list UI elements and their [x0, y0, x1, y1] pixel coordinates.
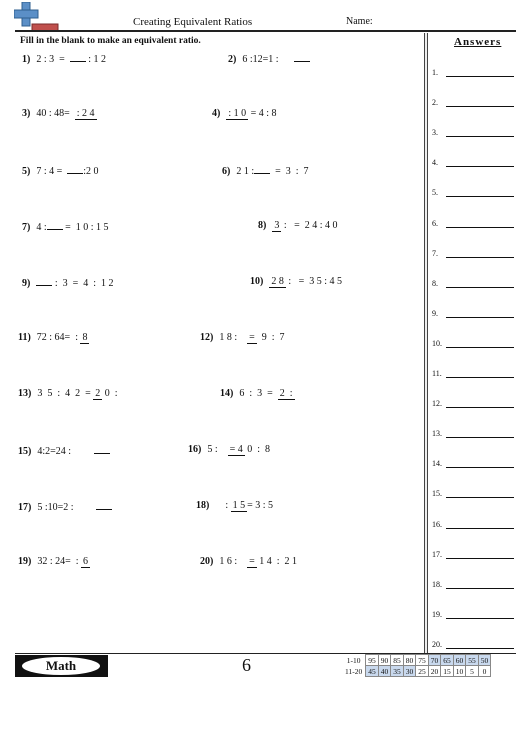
problem-1 [22, 52, 106, 65]
answer-number: 3. [432, 128, 438, 138]
problem-2 [228, 52, 310, 65]
answer-blank[interactable]: = [249, 556, 255, 567]
problem-text: : = 2 4 : 4 0 [281, 220, 338, 231]
problem-text: 32 : 24= : [37, 556, 82, 567]
problem-14 [220, 388, 295, 400]
answer-number: 19. [432, 609, 442, 619]
score-cell: 60 [453, 655, 466, 666]
answer-blank[interactable] [446, 287, 514, 288]
problem-text: : = 3 5 : 4 5 [285, 276, 343, 287]
problem-17 [18, 500, 112, 513]
problem-text: 1 4 : 2 1 [256, 556, 298, 567]
problem-text: = 3 : 5 [247, 500, 274, 511]
problem-number: 7) [22, 222, 31, 233]
answer-blank[interactable] [446, 558, 514, 559]
problem-number: 13) [18, 388, 32, 399]
score-cell: 35 [391, 666, 404, 677]
answer-blank[interactable]: 8 [82, 332, 88, 343]
answer-number: 9. [432, 308, 438, 318]
answer-blank[interactable]: = 4 [229, 444, 243, 455]
problem-number: 11) [18, 332, 31, 343]
score-cell: 45 [366, 666, 379, 677]
problem-text: 6 : 3 = [239, 388, 278, 399]
problem-5 [22, 164, 99, 177]
problem-text: : 1 2 [85, 54, 107, 65]
answer-blank[interactable]: 6 [83, 556, 89, 567]
problem-11 [18, 332, 89, 344]
answer-number: 11. [432, 369, 442, 378]
answer-row [432, 429, 516, 438]
score-cell: 5 [466, 666, 479, 677]
answer-row [432, 520, 516, 529]
answer-blank[interactable] [446, 437, 514, 438]
answer-blank[interactable] [446, 377, 514, 378]
answer-blank[interactable]: : 2 4 [76, 108, 95, 119]
problem-text: 5 :10=2 : [37, 502, 97, 513]
score-cell: 30 [403, 666, 416, 677]
answer-number: 10. [432, 338, 442, 348]
problem-16 [188, 444, 270, 456]
answer-row [432, 309, 516, 318]
problem-number: 5) [22, 166, 31, 177]
answer-row [432, 369, 516, 378]
problem-text: :2 0 [83, 166, 99, 177]
problem-number: 10) [250, 276, 264, 287]
score-cell: 95 [366, 655, 379, 666]
score-cell: 0 [478, 666, 491, 677]
answers-heading: Answers [454, 36, 502, 48]
score-range-label: 11-20 [345, 666, 363, 676]
score-cell: 20 [428, 666, 441, 677]
answer-blank[interactable] [446, 106, 514, 107]
problem-text: = 4 : 8 [248, 108, 277, 119]
problem-text: 1 6 : [219, 556, 248, 567]
answer-blank[interactable]: 2 [95, 388, 101, 399]
answer-blank[interactable] [446, 76, 514, 77]
answer-row [432, 640, 516, 649]
problem-number: 18) [196, 500, 210, 511]
problem-3 [22, 108, 97, 120]
problem-4 [212, 108, 277, 120]
answer-number: 15. [432, 489, 442, 499]
problem-10 [250, 276, 342, 288]
score-cell: 75 [416, 655, 429, 666]
problem-number: 9) [22, 278, 31, 289]
score-cell: 50 [478, 655, 491, 666]
answer-row [432, 158, 516, 167]
score-table [343, 654, 491, 677]
answer-number: 17. [432, 549, 442, 559]
answer-number: 2. [432, 98, 438, 108]
answer-number: 6. [432, 218, 438, 228]
answer-row [432, 399, 516, 408]
answer-row [432, 249, 516, 258]
score-cell: 80 [403, 655, 416, 666]
answer-blank[interactable] [446, 467, 514, 468]
answer-blank[interactable] [70, 52, 86, 62]
score-row [343, 655, 491, 666]
answer-blank[interactable] [446, 317, 514, 318]
answer-row [432, 219, 516, 228]
score-cell: 90 [378, 655, 391, 666]
problem-text: 3 5 : 4 2 = [37, 388, 94, 399]
problem-number: 17) [18, 502, 32, 513]
problem-13 [18, 388, 118, 400]
problem-text: 4 : [36, 222, 47, 233]
answer-number: 8. [432, 278, 438, 288]
problem-number: 16) [188, 444, 202, 455]
answer-blank[interactable]: : 1 0 [228, 108, 247, 119]
problem-text: = 3 : 7 [270, 166, 309, 177]
score-cell: 55 [466, 655, 479, 666]
answer-number: 18. [432, 579, 442, 589]
problem-number: 15) [18, 446, 32, 457]
problem-text: 72 : 64= : [36, 332, 81, 343]
answer-blank[interactable]: = [249, 332, 255, 343]
answer-number: 5. [432, 188, 438, 198]
answer-row [432, 610, 516, 619]
problem-text: 9 : 7 [256, 332, 285, 343]
answer-blank[interactable] [446, 227, 514, 228]
answer-number: 1. [432, 68, 438, 77]
answer-row [432, 580, 516, 589]
problem-number: 1) [22, 54, 31, 65]
answer-blank[interactable]: 2 8 [271, 276, 284, 287]
problem-6 [222, 164, 309, 177]
answer-number: 20. [432, 639, 442, 649]
problem-number: 4) [212, 108, 221, 119]
answer-row [432, 68, 516, 77]
answer-blank[interactable] [446, 528, 514, 529]
answer-number: 12. [432, 399, 442, 409]
page-number: 6 [242, 655, 251, 675]
answer-number: 13. [432, 429, 442, 439]
score-cell: 70 [428, 655, 441, 666]
problem-text: 4:2=24 : [37, 446, 94, 457]
problem-number: 19) [18, 556, 32, 567]
score-cell: 40 [378, 666, 391, 677]
answer-blank[interactable] [446, 588, 514, 589]
problem-19 [18, 556, 90, 568]
answer-row [432, 459, 516, 468]
answer-blank[interactable] [446, 497, 514, 498]
score-row [343, 666, 491, 677]
header-rule [15, 30, 516, 32]
problem-number: 3) [22, 108, 31, 119]
answer-blank[interactable]: 1 5 [232, 500, 246, 511]
answer-blank[interactable]: 2 : [279, 388, 293, 399]
answer-row [432, 128, 516, 137]
problem-text: : [215, 500, 231, 511]
problem-number: 14) [220, 388, 234, 399]
problem-8 [258, 220, 338, 232]
answer-column-divider [424, 33, 428, 653]
problem-7 [22, 220, 109, 233]
problem-text: 2 1 : [236, 166, 255, 177]
problem-text: 7 : 4 = [36, 166, 68, 177]
problem-text: 1 8 : [219, 332, 248, 343]
score-cell: 65 [441, 655, 454, 666]
problem-text: : 3 = 4 : 1 2 [52, 278, 114, 289]
answer-blank[interactable] [446, 407, 514, 408]
score-cell: 15 [441, 666, 454, 677]
score-cell: 85 [391, 655, 404, 666]
problem-18 [196, 500, 273, 512]
problem-text: 40 : 48= [36, 108, 75, 119]
answer-blank[interactable] [67, 164, 83, 174]
answer-number: 14. [432, 459, 442, 469]
worksheet-title: Creating Equivalent Ratios [133, 16, 253, 28]
problem-text: 2 : 3 = [36, 54, 70, 65]
score-range-label: 1-10 [346, 655, 361, 665]
answer-blank[interactable] [446, 166, 514, 167]
answer-blank[interactable] [446, 347, 514, 348]
answer-blank[interactable] [36, 276, 52, 286]
answer-row [432, 98, 516, 107]
answer-blank[interactable] [47, 220, 63, 230]
answer-blank[interactable] [446, 618, 514, 619]
answer-blank[interactable]: 3 [274, 220, 280, 231]
answer-row [432, 550, 516, 559]
score-cell: 10 [453, 666, 466, 677]
answer-blank[interactable] [446, 196, 514, 197]
answer-blank[interactable] [294, 52, 310, 62]
answer-blank[interactable] [446, 136, 514, 137]
answer-row [432, 339, 516, 348]
answer-blank[interactable] [254, 164, 270, 174]
problem-number: 20) [200, 556, 214, 567]
answer-blank[interactable] [446, 648, 514, 649]
answer-blank[interactable] [94, 444, 110, 454]
problem-number: 12) [200, 332, 214, 343]
answer-blank[interactable] [446, 257, 514, 258]
answer-number: 4. [432, 158, 438, 168]
problem-15 [18, 444, 110, 457]
answer-blank[interactable] [96, 500, 112, 510]
problem-number: 8) [258, 220, 267, 231]
instructions: Fill in the blank to make an equivalent ratio. [20, 36, 201, 46]
problem-text: = 1 0 : 1 5 [62, 222, 109, 233]
problem-text: 0 : 8 [244, 444, 271, 455]
name-label: Name: [346, 16, 373, 27]
math-logo-icon [14, 2, 60, 32]
problem-text: 5 : [207, 444, 228, 455]
problem-12 [200, 332, 285, 344]
problem-text: 6 :12=1 : [242, 54, 294, 65]
answer-row [432, 188, 516, 197]
answer-number: 16. [432, 519, 442, 529]
problem-number: 2) [228, 54, 237, 65]
problem-number: 6) [222, 166, 231, 177]
answer-number: 7. [432, 248, 438, 258]
answer-row [432, 279, 516, 288]
problem-text: 0 : [102, 388, 118, 399]
subject-label: Math [22, 657, 100, 675]
score-cell: 25 [416, 666, 429, 677]
answer-row [432, 489, 516, 498]
problem-20 [200, 556, 297, 568]
problem-9 [22, 276, 114, 289]
